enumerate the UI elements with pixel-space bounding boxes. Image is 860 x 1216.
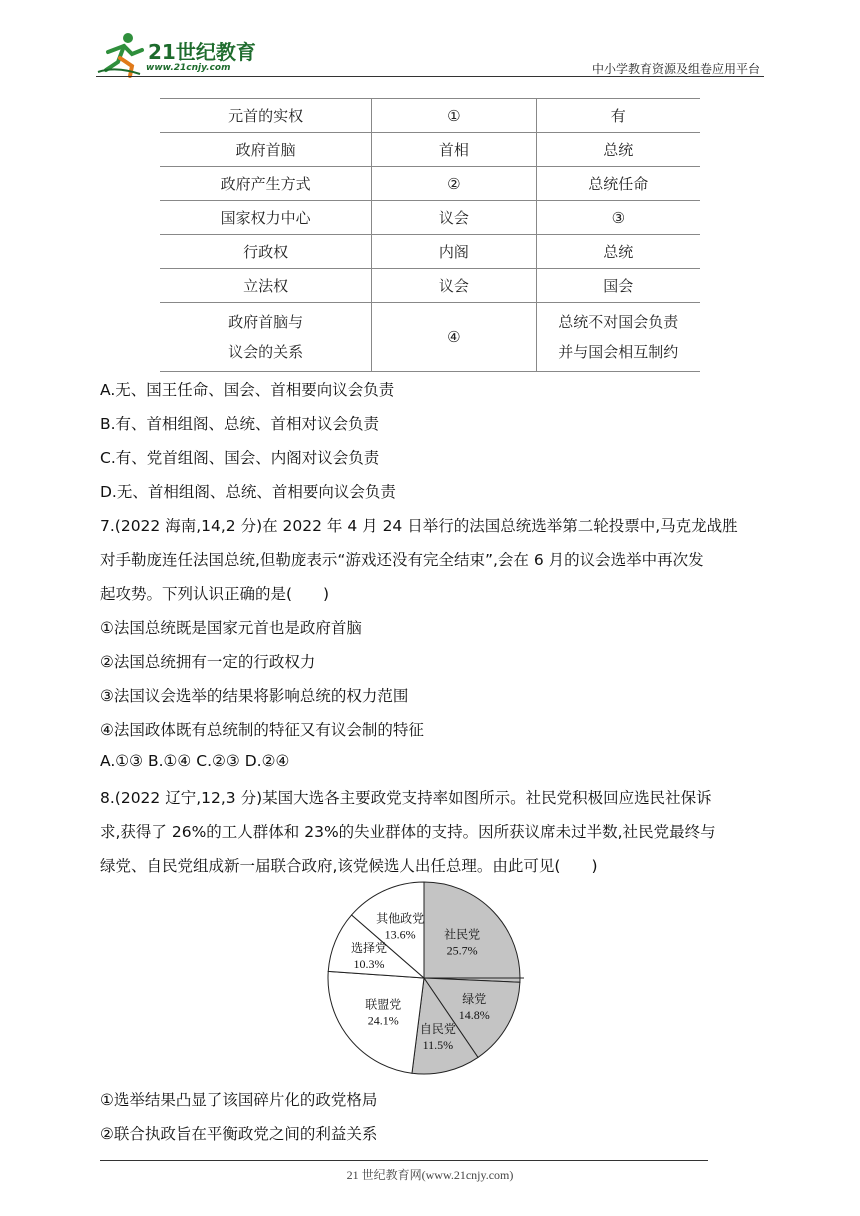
cell-line: 议会的关系: [228, 343, 304, 361]
slice-name-label: 联盟党: [365, 997, 402, 1012]
slice-value-label: 24.1%: [367, 1013, 399, 1028]
table-cell: ③: [536, 201, 700, 235]
table-cell: 国家权力中心: [160, 201, 372, 235]
q6-option-d: D.无、首相组阁、总统、首相要向议会负责: [100, 483, 396, 501]
slice-name-label: 绿党: [462, 992, 487, 1007]
table-row: [160, 99, 700, 133]
table-row: [160, 201, 700, 235]
slice-value-label: 13.6%: [384, 927, 416, 942]
q8-stem: 绿党、自民党组成新一届联合政府,该党候选人出任总理。由此可见( ): [100, 857, 598, 875]
q8-stem: 求,获得了 26%的工人群体和 23%的失业群体的支持。因所获议席未过半数,社民党最终与: [100, 823, 716, 841]
q7-statement: ①法国总统既是国家元首也是政府首脑: [100, 619, 362, 637]
cell-line: 总统不对国会负责: [558, 313, 679, 331]
cell-line: 并与国会相互制约: [558, 343, 679, 361]
logo: [96, 30, 266, 78]
table-cell: 议会: [372, 201, 536, 235]
logo-url: www.21cnjy.com: [146, 63, 231, 73]
table-row: [160, 133, 700, 167]
table-cell: ①: [372, 99, 536, 133]
slice-name-label: 社民党: [444, 927, 481, 942]
slice-value-label: 11.5%: [422, 1037, 454, 1052]
runner-logo-icon: [96, 30, 146, 78]
table-cell: 有: [536, 99, 700, 133]
q7-statement: ②法国总统拥有一定的行政权力: [100, 653, 316, 671]
q8-stem: 8.(2022 辽宁,12,3 分)某国大选各主要政党支持率如图所示。社民党积极回应选民社保诉: [100, 789, 712, 807]
table-cell: 政府产生方式: [160, 167, 372, 201]
slice-value-label: 14.8%: [458, 1008, 490, 1023]
table-cell: 首相: [372, 133, 536, 167]
page-footer: 21 世纪教育网(www.21cnjy.com): [346, 1168, 514, 1182]
page-header: [96, 30, 760, 82]
table-cell: 立法权: [160, 269, 372, 303]
q7-statement: ④法国政体既有总统制的特征又有议会制的特征: [100, 721, 424, 739]
table-cell: 行政权: [160, 235, 372, 269]
party-support-pie-chart: [326, 880, 536, 1080]
table-cell: ②: [372, 167, 536, 201]
footer-divider: [100, 1160, 708, 1161]
q7-stem: 起攻势。下列认识正确的是( ): [100, 585, 330, 603]
q6-option-a: A.无、国王任命、国会、首相要向议会负责: [100, 381, 395, 399]
header-divider: [96, 76, 764, 77]
slice-name-label: 选择党: [351, 941, 388, 956]
slice-value-label: 25.7%: [446, 943, 478, 958]
logo-text: 21世纪教育: [148, 40, 256, 64]
q8-statement: ②联合执政旨在平衡政党之间的利益关系: [100, 1125, 378, 1143]
q7-options: A.①③ B.①④ C.②③ D.②④: [100, 752, 290, 770]
slice-name-label: 其他政党: [376, 911, 425, 926]
slice-value-label: 10.3%: [353, 957, 385, 972]
table-row: [160, 235, 700, 269]
table-row: [160, 269, 700, 303]
table-row: [160, 303, 700, 372]
table-cell: 总统: [536, 235, 700, 269]
table-cell: [160, 303, 372, 372]
q8-statement: ①选举结果凸显了该国碎片化的政党格局: [100, 1091, 378, 1109]
table-cell: 政府首脑: [160, 133, 372, 167]
table-cell: [536, 303, 700, 372]
table-cell: ④: [372, 303, 536, 372]
q7-stem: 7.(2022 海南,14,2 分)在 2022 年 4 月 24 日举行的法国总统选举第二轮投票中,马克龙战胜: [100, 517, 738, 535]
q7-stem: 对手勒庞连任法国总统,但勒庞表示“游戏还没有完全结束”,会在 6 月的议会选举中再次发: [100, 551, 704, 569]
table-cell: 元首的实权: [160, 99, 372, 133]
table-cell: 议会: [372, 269, 536, 303]
q7-statement: ③法国议会选举的结果将影响总统的权力范围: [100, 687, 409, 705]
slice-name-label: 自民党: [419, 1021, 456, 1036]
table-cell: 国会: [536, 269, 700, 303]
comparison-table: [160, 98, 700, 372]
platform-title: 中小学教育资源及组卷应用平台: [591, 62, 760, 76]
table-cell: 内阁: [372, 235, 536, 269]
table-cell: 总统任命: [536, 167, 700, 201]
table-row: [160, 167, 700, 201]
q6-option-b: B.有、首相组阁、总统、首相对议会负责: [100, 415, 380, 433]
table-cell: 总统: [536, 133, 700, 167]
cell-line: 政府首脑与: [228, 313, 304, 331]
q6-option-c: C.有、党首组阁、国会、内阁对议会负责: [100, 449, 380, 467]
